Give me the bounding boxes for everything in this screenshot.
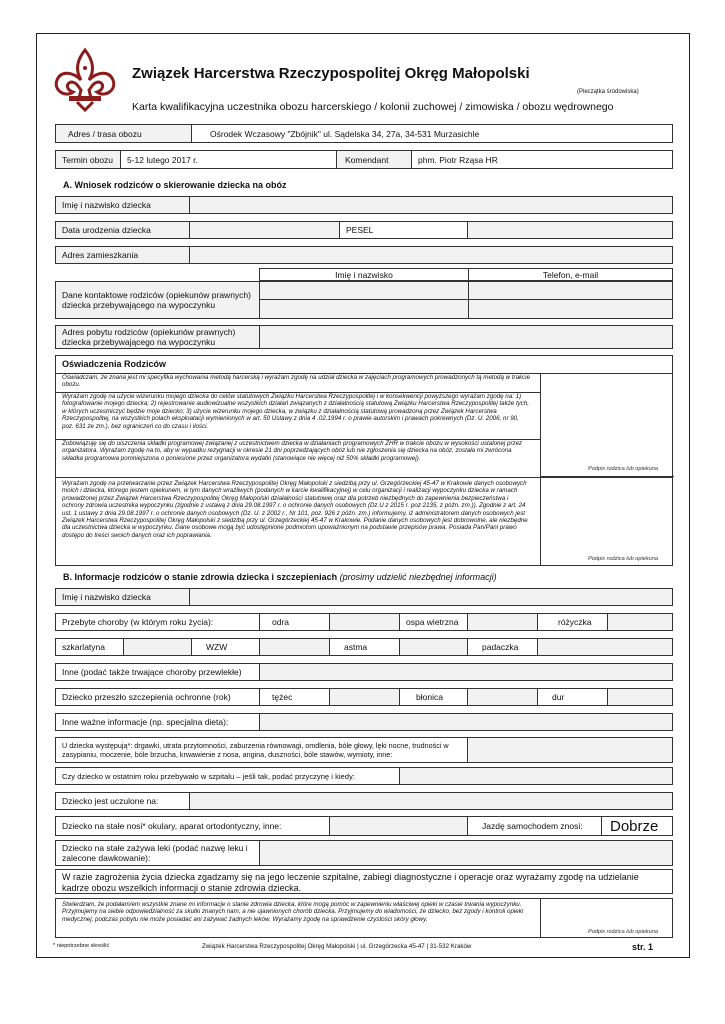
address-field[interactable] bbox=[190, 247, 672, 263]
allergy-field[interactable] bbox=[190, 793, 672, 809]
astma-label: astma bbox=[330, 639, 400, 655]
glasses-row bbox=[55, 816, 673, 836]
wzw-field[interactable] bbox=[260, 639, 330, 655]
section-b-title bbox=[63, 572, 497, 582]
parent1-phone[interactable] bbox=[469, 282, 672, 300]
section-a-title: A. Wniosek rodziców o skierowanie dziecka na obóz bbox=[63, 180, 287, 190]
hospital-row bbox=[55, 767, 673, 785]
address-row bbox=[55, 246, 673, 264]
symptoms-label: U dziecka występują*: drgawki, utrata przytomności, zaburzenia równowagi, omdlenia, bóle głowy, lęki nocne, trudności w zasypianiu, moczenie, bóle brzucha, krwawienie z nosa, angina, duszności, bóle stawów, wymioty, inne: bbox=[56, 738, 468, 762]
camp-address-row bbox=[55, 124, 673, 143]
symptoms-row bbox=[55, 737, 673, 763]
medicine-row bbox=[55, 840, 673, 866]
parents-stay-label: Adres pobytu rodziców (opiekunów prawnych) dziecka przebywającego na wypoczynku bbox=[56, 326, 260, 348]
other-diseases-field[interactable] bbox=[260, 664, 672, 680]
commander-value[interactable]: phm. Piotr Rząsa HR bbox=[412, 151, 672, 168]
statement-4: Wyrażam zgodę na przetwarzanie przez Związek Harcerstwa Rzeczypospolitej Okręg Małopolski z siedzibą przy ul. Grzegórzeckiej 45-47 w Krakowie danych osobowych moich i dziecka, którego jestem opiekunem, w tym danych wrażliwych (podanych w karcie kwalifikacyjnej) w celu organizacji i realizacji wypoczynku dziecka w ramach prowadzonej przez Związek Harcerstwa Rzeczypospolitej Okręg Małopolski działalności statutowej oraz dla potrzeb niezbędnych do zapewnienia bezpieczeństwa i ochrony zdrowia uczestnika wypoczynku (zgodnie z ustawą z dnia 29.08.1997 r. o ochronie danych osobowych (Dz.U z 2015 r. poz 2135, z późn. zm.)). Zgodnie z art. 24 ust. 1 ustawy z dnia 29.08.1997 r. o ochronie danych osobowych (Dz. U. z 2002 r., Nr 101, poz. 926 z późn. zm.) informujemy, iż administratorem danych osobowych jest Związek Harcerstwa Rzeczypospolitej Okręg Małopolski z siedzibą przy ul. Grzegórzeckiej 45-47 w Krakowie. Podanie danych osobowych jest dobrowolne, ale niezbędne dla uczestnictwa dziecka w wypoczynku. Dane osobowe mogą być udostępnione podmiotom upoważnionym na podstawie przepisów prawa. Posiada Pan/Pani prawo dostępu do treści swoich danych oraz ich poprawiania. bbox=[62, 480, 528, 539]
footer-note: * niepotrzebne skreślić bbox=[53, 943, 110, 949]
b-child-name-label: Imię i nazwisko dziecka bbox=[56, 589, 190, 605]
commander-label: Komendant bbox=[337, 151, 412, 168]
szkarlatyna-label: szkarlatyna bbox=[56, 639, 124, 655]
glasses-label: Dziecko na stałe nosi* okulary, aparat ortodontyczny, inne: bbox=[56, 817, 330, 835]
camp-address-value[interactable]: Ośrodek Wczasowy "Zbójnik" ul. Sądelska 34, 27a, 34-531 Murzasichle bbox=[192, 125, 672, 142]
final-statement-block bbox=[55, 898, 673, 938]
section-b-title-text: B. Informacje rodziców o stanie zdrowia dziecka i szczepieniach bbox=[63, 572, 338, 582]
signature-box-2[interactable] bbox=[540, 477, 674, 566]
other-diseases-row bbox=[55, 663, 673, 681]
footer-org: Związek Harcerstwa Rzeczypospolitej Okręg Małopolski | ul. Grzegórzecka 45-47 | 31-532 Kraków bbox=[202, 943, 472, 950]
zhr-fleur-de-lis-logo bbox=[51, 46, 119, 114]
allergy-row bbox=[55, 792, 673, 810]
other-diseases-label: Inne (podać także trwające choroby przewlekłe) bbox=[56, 664, 260, 680]
astma-field[interactable] bbox=[400, 639, 468, 655]
camp-date-row bbox=[55, 150, 673, 169]
birth-date-label: Data urodzenia dziecka bbox=[56, 222, 190, 238]
signature-box-1[interactable] bbox=[540, 373, 674, 477]
parents-stay-row bbox=[55, 325, 673, 349]
statements-block bbox=[55, 355, 673, 566]
vaccinations-row bbox=[55, 688, 673, 706]
medicine-field[interactable] bbox=[260, 841, 672, 865]
pesel-field[interactable] bbox=[468, 222, 672, 238]
page-title: Związek Harcerstwa Rzeczypospolitej Okręg Małopolski bbox=[132, 65, 530, 82]
signature-label-2: Podpis rodzica lub opiekuna bbox=[588, 556, 658, 562]
consent-row bbox=[55, 869, 673, 894]
rozyczka-label: różyczka bbox=[538, 614, 608, 630]
signature-label-1: Podpis rodzica lub opiekuna bbox=[588, 466, 658, 472]
travel-answer[interactable]: Dobrze bbox=[610, 817, 659, 835]
stamp-note: (Pieczątka środowiska) bbox=[577, 89, 639, 95]
parents-stay-field[interactable] bbox=[260, 326, 672, 348]
statements-title: Oświadczenia Rodziców bbox=[62, 359, 167, 369]
camp-date-label: Termin obozu bbox=[56, 151, 121, 168]
pesel-label: PESEL bbox=[340, 222, 468, 238]
allergy-label: Dziecko jest uczulone na: bbox=[56, 793, 190, 809]
other-info-label: Inne ważne informacje (np. specjalna dieta): bbox=[56, 714, 260, 730]
parent2-name[interactable] bbox=[260, 300, 469, 318]
diseases-label: Przebyte choroby (w którym roku życia): bbox=[56, 614, 260, 630]
dur-field[interactable] bbox=[608, 689, 672, 705]
padaczka-field[interactable] bbox=[538, 639, 672, 655]
camp-date-value[interactable]: 5-12 lutego 2017 r. bbox=[121, 151, 337, 168]
b-child-name-row bbox=[55, 588, 673, 606]
blonica-field[interactable] bbox=[468, 689, 538, 705]
child-name-row bbox=[55, 196, 673, 214]
section-b-title-note: (prosimy udzielić niezbędnej informacji) bbox=[339, 572, 497, 582]
other-info-field[interactable] bbox=[260, 714, 672, 730]
child-name-field[interactable] bbox=[190, 197, 672, 213]
statement-3: Zobowiązuję się do uiszczenia składki programowej związanej z uczestnictwem dziecka w działaniach programowych ZHR w trakcie obozu w wysokości ustalonej przez organizatora. Wyrażam zgodę na to, aby w wypadku rezygnacji w okresie 21 dni poprzedzających obóz lub nie zgłoszenia się dziecka na obóz, została mi zwrócona składka programowa pomniejszona o poniesione przez organizatora wydatki (stanowiące nie więcej niż 50% składki programowej). bbox=[62, 440, 523, 462]
other-info-row bbox=[55, 713, 673, 731]
tezec-field[interactable] bbox=[330, 689, 400, 705]
medicine-label: Dziecko na stałe zażywa leki (podać nazwę leku i zalecone dawkowanie): bbox=[56, 841, 260, 865]
final-statement: Stwierdzam, że podałam/em wszystkie znane mi informacje o stanie zdrowia dziecka, które mogą pomóc w zapewnieniu właściwej opieki w czasie trwania wypoczynku. Przyjmujemy na siebie odpowiedzialność za skutki znanych nam, a nie ujawnionych chorób dziecka. Przyjmujemy do wiadomości, że dziecko, bez zgody i kontroli opieki medycznej, podczas pobytu nie może posiadać ani zażywać żadnych leków. Wyrażamy zgodę na sprawdzenie czystości skóry głowy. bbox=[62, 901, 524, 923]
parent1-name[interactable] bbox=[260, 282, 469, 300]
blonica-label: błonica bbox=[400, 689, 468, 705]
consent-text: W razie zagrożenia życia dziecka zgadzamy się na jego leczenie szpitalne, zabiegi diagnostyczne i operacje oraz wyrażamy zgodę na udzielanie kadrze obozu wszelkich informacji o stanie zdrowia dziecka. bbox=[62, 872, 639, 893]
diseases-row-1 bbox=[55, 613, 673, 631]
col-name-header: Imię i nazwisko bbox=[260, 269, 469, 280]
szkarlatyna-field[interactable] bbox=[124, 639, 192, 655]
child-name-label: Imię i nazwisko dziecka bbox=[56, 197, 190, 213]
signature-label-3: Podpis rodzica lub opiekuna bbox=[588, 929, 658, 935]
page-number: str. 1 bbox=[632, 942, 654, 952]
form-page bbox=[36, 33, 690, 958]
odra-label: odra bbox=[260, 614, 330, 630]
diseases-row-2 bbox=[55, 638, 673, 656]
birth-date-field[interactable] bbox=[190, 222, 340, 238]
hospital-field[interactable] bbox=[400, 768, 672, 784]
rozyczka-field[interactable] bbox=[608, 614, 672, 630]
ospa-field[interactable] bbox=[468, 614, 538, 630]
parents-contact-label: Dane kontaktowe rodziców (opiekunów prawnych) dziecka przebywającego na wypoczynku bbox=[56, 282, 260, 318]
glasses-field[interactable] bbox=[330, 817, 468, 835]
dur-label: dur bbox=[538, 689, 608, 705]
camp-address-label: Adres / trasa obozu bbox=[56, 125, 192, 142]
statement-1: Oświadczam, że znana jest mi specyfika wychowania metodą harcerską i wyrażam zgodę na udział dziecka w zajęciach programowych prowadzonych tą metodą w trakcie obozu. bbox=[62, 374, 531, 389]
contact-header-row bbox=[259, 268, 673, 281]
hospital-label: Czy dziecko w ostatnim roku przebywało w szpitalu – jeśli tak, podać przyczynę i kiedy: bbox=[56, 768, 400, 784]
statement-2: Wyrażam zgodę na użycie wizerunku mojego dziecka do celów statutowych Związku Harcerstwa Rzeczypospolitej i w konsekwencji powyższego wyrażam zgodę na: 1) fotografowanie mojego dziecka; 2) rejestrowanie audiowizualne wszystkich działań związanych z działalnością statutową Związku Harcerstwa Rzeczypospolitej także tych, w których uczestniczyć będzie moje dziecko; 3) użycie wizerunku mojego dziecka, w związku z działalnością statutową prowadzoną przez Związek Harcerstwa Rzeczypospolitej, na wszystkich polach eksploatacji wymienionych w art. 50 Ustawy z dnia 4 .02.1994 r. o prawie autorskim i prawach pokrewnych (Dz. U. 2006, nr 90, poz. 631 ze zm.), bez ograniczeń co do czasu i ilości. bbox=[62, 393, 530, 430]
b-child-name-field[interactable] bbox=[190, 589, 672, 605]
parents-contact-row bbox=[55, 281, 673, 319]
travel-label: Jazdę samochodem znosi: bbox=[468, 817, 602, 835]
tezec-label: tężec bbox=[260, 689, 330, 705]
col-phone-header: Telefon, e-mail bbox=[542, 269, 599, 280]
parent2-phone[interactable] bbox=[469, 300, 672, 318]
odra-field[interactable] bbox=[330, 614, 400, 630]
form-subtitle: Karta kwalifikacyjna uczestnika obozu harcerskiego / kolonii zuchowej / zimowiska / obozu wędrownego bbox=[132, 101, 614, 113]
padaczka-label: padaczka bbox=[468, 639, 538, 655]
vaccinations-label: Dziecko przeszło szczepienia ochronne (rok) bbox=[56, 689, 260, 705]
address-label: Adres zamieszkania bbox=[56, 247, 190, 263]
symptoms-field[interactable] bbox=[468, 738, 672, 762]
ospa-label: ospa wietrzna bbox=[400, 614, 468, 630]
wzw-label: WZW bbox=[192, 639, 260, 655]
birth-date-row bbox=[55, 221, 673, 239]
